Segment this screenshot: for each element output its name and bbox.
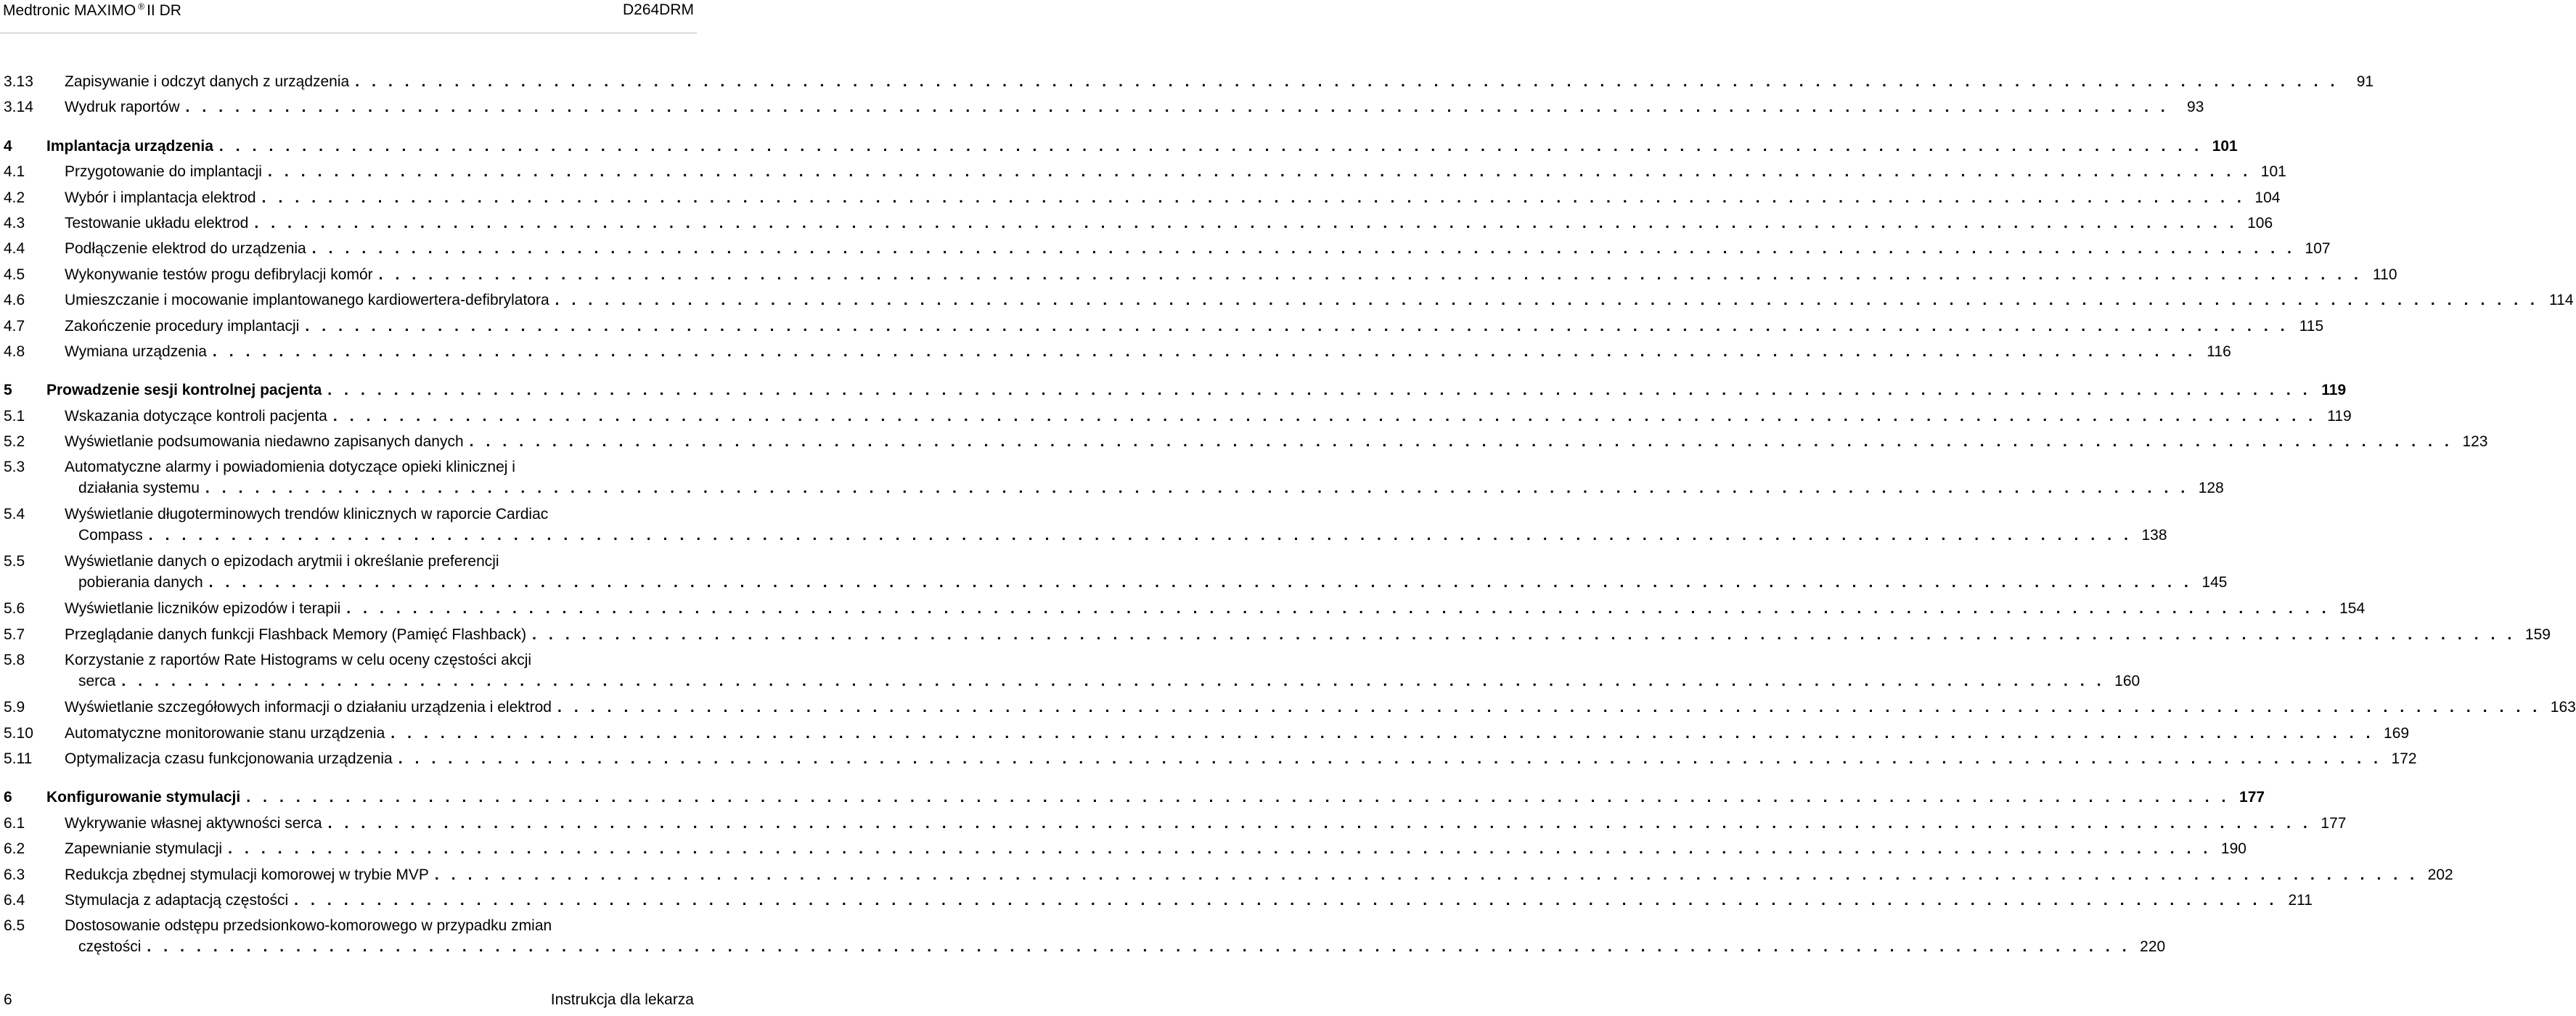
toc-chapter-entry[interactable] xyxy=(4,787,2265,812)
toc-entry-title: Optymalizacja czasu funkcjonowania urządzenia xyxy=(65,750,393,768)
toc-entry-number: 4.3 xyxy=(4,214,25,232)
toc-entry-title: Wykrywanie własnej aktywności serca xyxy=(65,814,322,832)
toc-entry[interactable] xyxy=(4,187,2281,213)
dot-leader: . . . . . . . . . . . . . . . . . . . . . . . . . . . . . . . . . . . . . . . . . . . . . . . . . . . . . . . . . . . . . . . . . . . . . . . . . . . . . . . . . . . . . . . . . . . . . . . . . . . . . . . . . . . . . . . . . . . . . . . . xyxy=(555,292,2539,309)
toc-entry-page: 177 xyxy=(2321,814,2347,832)
dot-leader: . . . . . . . . . . . . . . . . . . . . . . . . . . . . . . . . . . . . . . . . . . . . . . . . . . . . . . . . . . . . . . . . . . . . . . . . . . . . . . . . . . . . . . . . . . . . . . . . . . . . . . . . . . . . . . . . . . . . . . . . xyxy=(469,433,2453,451)
table-of-contents xyxy=(4,71,2576,962)
toc-entry-title: Przygotowanie do implantacji xyxy=(65,163,262,181)
header-document-code: D264DRM xyxy=(622,1,694,18)
dot-leader: . . . . . . . . . . . . . . . . . . . . . . . . . . . . . . . . . . . . . . . . . . . . . . . . . . . . . . . . . . . . . . . . . . . . . . . . . . . . . . . . . . . . . . . . . . . . . . . . . . . . . . . . . . . . . . . . . . . . . . . . xyxy=(254,214,2238,232)
toc-entry-title: Wydruk raportów xyxy=(65,99,180,116)
toc-entry-number: 6.5 xyxy=(4,917,25,935)
toc-entry-number: 6.3 xyxy=(4,866,25,883)
toc-entry-title: Wskazania dotyczące kontroli pacjenta xyxy=(65,407,327,425)
toc-entry-page: 154 xyxy=(2339,600,2366,618)
toc-entry-title: Automatyczne monitorowanie stanu urządzenia xyxy=(65,724,385,742)
toc-entry-number: 4.4 xyxy=(4,240,25,258)
toc-entry-number: 4 xyxy=(4,137,12,155)
toc-entry-page: 115 xyxy=(2299,317,2324,335)
toc-entry-number: 5.2 xyxy=(4,433,25,451)
dot-leader: . . . . . . . . . . . . . . . . . . . . . . . . . . . . . . . . . . . . . . . . . . . . . . . . . . . . . . . . . . . . . . . . . . . . . . . . . . . . . . . . . . . . . . . . . . . . . . . . . . . . . . . . . . . . . . . . . . . . . . . . xyxy=(311,240,2296,258)
toc-entry-title: Zakończenie procedury implantacji xyxy=(65,317,300,335)
toc-entry[interactable] xyxy=(4,504,2167,551)
toc-entry[interactable] xyxy=(4,838,2246,864)
dot-leader: . . . . . . . . . . . . . . . . . . . . . . . . . . . . . . . . . . . . . . . . . . . . . . . . . . . . . . . . . . . . . . . . . . . . . . . . . . . . . . . . . . . . . . . . . . . . . . . . . . . . . . . . . . . . . . . . . . . . . . . . xyxy=(148,527,2133,544)
toc-entry-title: Implantacja urządzenia xyxy=(46,137,213,155)
toc-entry-page: 159 xyxy=(2524,626,2551,643)
toc-entry-title-continued: serca xyxy=(78,673,116,690)
dot-leader: . . . . . . . . . . . . . . . . . . . . . . . . . . . . . . . . . . . . . . . . . . . . . . . . . . . . . . . . . . . . . . . . . . . . . . . . . . . . . . . . . . . . . . . . . . . . . . . . . . . . . . . . . . . . . . . . . . . . . . . . xyxy=(378,266,2363,283)
toc-entry[interactable] xyxy=(4,551,2228,598)
toc-entry-number: 5.10 xyxy=(4,724,33,742)
toc-entry-page: 145 xyxy=(2201,574,2228,591)
toc-entry-page: 169 xyxy=(2384,724,2410,742)
toc-entry-number: 6.1 xyxy=(4,814,25,832)
toc-entry-title: Wymiana urządzenia xyxy=(65,343,207,360)
toc-entry-page: 106 xyxy=(2247,214,2273,232)
dot-leader: . . . . . . . . . . . . . . . . . . . . . . . . . . . . . . . . . . . . . . . . . . . . . . . . . . . . . . . . . . . . . . . . . . . . . . . . . . . . . . . . . . . . . . . . . . . . . . . . . . . . . . . . . . . . . . . . . . . . . . . . xyxy=(305,317,2289,335)
dot-leader: . . . . . . . . . . . . . . . . . . . . . . . . . . . . . . . . . . . . . . . . . . . . . . . . . . . . . . . . . . . . . . . . . . . . . . . . . . . . . . . . . . . . . . . . . . . . . . . . . . . . . . . . . . . . . . . . . . . . . . . . xyxy=(294,891,2278,909)
toc-entry-title-continued: pobierania danych xyxy=(78,574,203,591)
toc-entry-number: 5 xyxy=(4,382,12,399)
toc-entry-number: 5.9 xyxy=(4,699,25,716)
toc-entry-page: 163 xyxy=(2550,699,2576,716)
toc-entry-title: Konfigurowanie stymulacji xyxy=(46,789,241,806)
toc-entry-number: 5.7 xyxy=(4,626,25,643)
toc-entry[interactable] xyxy=(4,161,2286,187)
dot-leader: . . . . . . . . . . . . . . . . . . . . . . . . . . . . . . . . . . . . . . . . . . . . . . . . . . . . . . . . . . . . . . . . . . . . . . . . . . . . . . . . . . . . . . . . . . . . . . . . . . . . . . . . . . . . . . . . . . . . . . . . xyxy=(391,724,2375,742)
toc-entry[interactable] xyxy=(4,748,2417,774)
toc-entry-page: 177 xyxy=(2239,789,2265,806)
toc-entry-title-continued: Compass xyxy=(78,527,143,544)
toc-entry-page: 114 xyxy=(2549,292,2574,309)
toc-entry[interactable] xyxy=(4,456,2224,504)
toc-entry-title: Wykonywanie testów progu defibrylacji komór xyxy=(65,266,373,283)
toc-entry-title: Korzystanie z raportów Rate Histograms w celu oceny częstości akcji xyxy=(65,652,532,669)
toc-entry-page: 220 xyxy=(2140,938,2166,956)
toc-entry-title: Wyświetlanie szczegółowych informacji o działaniu urządzenia i elektrod xyxy=(65,699,552,716)
toc-entry-page: 172 xyxy=(2391,750,2417,768)
toc-entry-number: 5.4 xyxy=(4,506,25,523)
toc-entry-title: Umieszczanie i mocowanie implantowanego kardiowertera-defibrylatora xyxy=(65,292,549,309)
toc-entry[interactable] xyxy=(4,864,2453,890)
toc-entry-number: 5.3 xyxy=(4,459,25,476)
toc-entry-title: Prowadzenie sesji kontrolnej pacjenta xyxy=(46,382,322,399)
toc-entry[interactable] xyxy=(4,406,2352,431)
toc-entry[interactable] xyxy=(4,341,2231,366)
toc-entry-title: Podłączenie elektrod do urządzenia xyxy=(65,240,306,258)
toc-entry[interactable] xyxy=(4,290,2574,315)
dot-leader: . . . . . . . . . . . . . . . . . . . . . . . . . . . . . . . . . . . . . . . . . . . . . . . . . . . . . . . . . . . . . . . . . . . . . . . . . . . . . . . . . . . . . . . . . . . . . . . . . . . . . . . . . . . . . . . . . . . . . . . . xyxy=(267,163,2252,181)
toc-chapter-entry[interactable] xyxy=(4,136,2238,161)
toc-entry[interactable] xyxy=(4,624,2551,650)
toc-entry-number: 3.13 xyxy=(4,73,33,90)
dot-leader: . . . . . . . . . . . . . . . . . . . . . . . . . . . . . . . . . . . . . . . . . . . . . . . . . . . . . . . . . . . . . . . . . . . . . . . . . . . . . . . . . . . . . . . . . . . . . . . . . . . . . . . . . . . . . . . . . . . . . . . . xyxy=(228,840,2212,858)
dot-leader: . . . . . . . . . . . . . . . . . . . . . . . . . . . . . . . . . . . . . . . . . . . . . . . . . . . . . . . . . . . . . . . . . . . . . . . . . . . . . . . . . . . . . . . . . . . . . . . . . . . . . . . . . . . . . . . . . . . . . . . . xyxy=(346,600,2331,618)
dot-leader: . . . . . . . . . . . . . . . . . . . . . . . . . . . . . . . . . . . . . . . . . . . . . . . . . . . . . . . . . . . . . . . . . . . . . . . . . . . . . . . . . . . . . . . . . . . . . . . . . . . . . . . . . . . . . . . . . . . . . . . . xyxy=(327,814,2312,832)
toc-entry-title-continued: częstości xyxy=(78,938,142,956)
toc-entry-number: 5.6 xyxy=(4,600,25,618)
toc-entry-page: 128 xyxy=(2198,480,2224,497)
toc-chapter-entry[interactable] xyxy=(4,380,2347,405)
toc-entry-title: Wyświetlanie liczników epizodów i terapii xyxy=(65,600,341,618)
toc-entry-page: 138 xyxy=(2141,527,2167,544)
toc-entry-title: Zapewnianie stymulacji xyxy=(65,840,223,858)
dot-leader: . . . . . . . . . . . . . . . . . . . . . . . . . . . . . . . . . . . . . . . . . . . . . . . . . . . . . . . . . . . . . . . . . . . . . . . . . . . . . . . . . . . . . . . . . . . . . . . . . . . . . . . . . . . . . . . . . . . . . . . . xyxy=(208,574,2193,591)
dot-leader: . . . . . . . . . . . . . . . . . . . . . . . . . . . . . . . . . . . . . . . . . . . . . . . . . . . . . . . . . . . . . . . . . . . . . . . . . . . . . . . . . . . . . . . . . . . . . . . . . . . . . . . . . . . . . . . . . . . . . . . . xyxy=(218,137,2203,155)
dot-leader: . . . . . . . . . . . . . . . . . . . . . . . . . . . . . . . . . . . . . . . . . . . . . . . . . . . . . . . . . . . . . . . . . . . . . . . . . . . . . . . . . . . . . . . . . . . . . . . . . . . . . . . . . . . . . . . . . . . . . . . . xyxy=(434,866,2418,883)
toc-entry-number: 3.14 xyxy=(4,99,33,116)
toc-entry-title: Przeglądanie danych funkcji Flashback Memory (Pamięć Flashback) xyxy=(65,626,527,643)
toc-entry-page: 202 xyxy=(2427,866,2453,883)
toc-entry-number: 6.4 xyxy=(4,891,25,909)
dot-leader: . . . . . . . . . . . . . . . . . . . . . . . . . . . . . . . . . . . . . . . . . . . . . . . . . . . . . . . . . . . . . . . . . . . . . . . . . . . . . . . . . . . . . . . . . . . . . . . . . . . . . . . . . . . . . . . . . . . . . . . . xyxy=(212,343,2196,360)
toc-entry[interactable] xyxy=(4,431,2488,456)
toc-entry-number: 4.2 xyxy=(4,189,25,206)
dot-leader: . . . . . . . . . . . . . . . . . . . . . . . . . . . . . . . . . . . . . . . . . . . . . . . . . . . . . . . . . . . . . . . . . . . . . . . . . . . . . . . . . . . . . . . . . . . . . . . . . . . . . . . . . . . . . . . . . . . . . . . . xyxy=(205,480,2189,497)
toc-entry[interactable] xyxy=(4,71,2374,97)
footer-document-title: Instrukcja dla lekarza xyxy=(550,991,694,1008)
toc-entry-page: 101 xyxy=(2212,137,2238,155)
toc-entry-page: 123 xyxy=(2462,433,2488,451)
toc-entry-page: 93 xyxy=(2187,99,2204,116)
toc-entry[interactable] xyxy=(4,598,2366,623)
toc-entry-page: 101 xyxy=(2260,163,2286,181)
toc-entry-page: 107 xyxy=(2305,240,2331,258)
header-product-name: Medtronic MAXIMO ® II DR xyxy=(3,1,181,19)
toc-entry-number: 5.11 xyxy=(4,750,33,768)
toc-entry-page: 116 xyxy=(2207,343,2231,360)
footer-page-number: 6 xyxy=(4,991,12,1008)
toc-entry-title: Zapisywanie i odczyt danych z urządzenia xyxy=(65,73,350,90)
toc-entry-title: Dostosowanie odstępu przedsionkowo-komorowego w przypadku zmian xyxy=(65,917,552,935)
toc-entry-number: 5.5 xyxy=(4,553,25,570)
toc-entry-number: 4.1 xyxy=(4,163,25,181)
toc-entry-page: 211 xyxy=(2288,891,2313,909)
toc-entry-number: 6.2 xyxy=(4,840,25,858)
dot-leader: . . . . . . . . . . . . . . . . . . . . . . . . . . . . . . . . . . . . . . . . . . . . . . . . . . . . . . . . . . . . . . . . . . . . . . . . . . . . . . . . . . . . . . . . . . . . . . . . . . . . . . . . . . . . . . . . . . . . . . . . xyxy=(185,99,2170,116)
toc-entry[interactable] xyxy=(4,238,2331,263)
toc-entry[interactable] xyxy=(4,213,2273,238)
toc-entry-number: 4.6 xyxy=(4,292,25,309)
toc-entry[interactable] xyxy=(4,650,2140,697)
toc-entry-title: Testowanie układu elektrod xyxy=(65,214,249,232)
toc-entry-page: 119 xyxy=(2327,407,2352,425)
toc-entry[interactable] xyxy=(4,723,2410,748)
toc-entry[interactable] xyxy=(4,316,2324,341)
toc-entry-number: 4.8 xyxy=(4,343,25,360)
dot-leader: . . . . . . . . . . . . . . . . . . . . . . . . . . . . . . . . . . . . . . . . . . . . . . . . . . . . . . . . . . . . . . . . . . . . . . . . . . . . . . . . . . . . . . . . . . . . . . . . . . . . . . . . . . . . . . . . . . . . . . . . xyxy=(332,407,2317,425)
toc-entry-page: 190 xyxy=(2220,840,2246,858)
toc-entry-page: 104 xyxy=(2254,189,2281,206)
toc-entry[interactable] xyxy=(4,890,2313,915)
toc-entry-number: 5.1 xyxy=(4,407,25,425)
dot-leader: . . . . . . . . . . . . . . . . . . . . . . . . . . . . . . . . . . . . . . . . . . . . . . . . . . . . . . . . . . . . . . . . . . . . . . . . . . . . . . . . . . . . . . . . . . . . . . . . . . . . . . . . . . . . . . . . . . . . . . . . xyxy=(557,699,2541,716)
dot-leader: . . . . . . . . . . . . . . . . . . . . . . . . . . . . . . . . . . . . . . . . . . . . . . . . . . . . . . . . . . . . . . . . . . . . . . . . . . . . . . . . . . . . . . . . . . . . . . . . . . . . . . . . . . . . . . . . . . . . . . . . xyxy=(355,73,2339,90)
toc-entry[interactable] xyxy=(4,264,2397,290)
toc-entry-page: 110 xyxy=(2373,266,2397,283)
toc-entry-title-continued: działania systemu xyxy=(78,480,200,497)
dot-leader: . . . . . . . . . . . . . . . . . . . . . . . . . . . . . . . . . . . . . . . . . . . . . . . . . . . . . . . . . . . . . . . . . . . . . . . . . . . . . . . . . . . . . . . . . . . . . . . . . . . . . . . . . . . . . . . . . . . . . . . . xyxy=(398,750,2382,768)
dot-leader: . . . . . . . . . . . . . . . . . . . . . . . . . . . . . . . . . . . . . . . . . . . . . . . . . . . . . . . . . . . . . . . . . . . . . . . . . . . . . . . . . . . . . . . . . . . . . . . . . . . . . . . . . . . . . . . . . . . . . . . . xyxy=(532,626,2516,643)
toc-entry[interactable] xyxy=(4,813,2347,838)
dot-leader: . . . . . . . . . . . . . . . . . . . . . . . . . . . . . . . . . . . . . . . . . . . . . . . . . . . . . . . . . . . . . . . . . . . . . . . . . . . . . . . . . . . . . . . . . . . . . . . . . . . . . . . . . . . . . . . . . . . . . . . . xyxy=(327,382,2312,399)
toc-entry[interactable] xyxy=(4,697,2576,722)
toc-entry[interactable] xyxy=(4,97,2204,122)
toc-entry-title: Wyświetlanie długoterminowych trendów klinicznych w raporcie Cardiac xyxy=(65,506,549,523)
toc-entry-number: 4.7 xyxy=(4,317,25,335)
toc-entry-number: 6 xyxy=(4,789,12,806)
toc-entry-page: 91 xyxy=(2356,73,2374,90)
dot-leader: . . . . . . . . . . . . . . . . . . . . . . . . . . . . . . . . . . . . . . . . . . . . . . . . . . . . . . . . . . . . . . . . . . . . . . . . . . . . . . . . . . . . . . . . . . . . . . . . . . . . . . . . . . . . . . . . . . . . . . . . xyxy=(121,673,2106,690)
toc-entry-title: Wyświetlanie danych o epizodach arytmii i określanie preferencji xyxy=(65,553,499,570)
toc-entry-title: Wybór i implantacja elektrod xyxy=(65,189,256,206)
dot-leader: . . . . . . . . . . . . . . . . . . . . . . . . . . . . . . . . . . . . . . . . . . . . . . . . . . . . . . . . . . . . . . . . . . . . . . . . . . . . . . . . . . . . . . . . . . . . . . . . . . . . . . . . . . . . . . . . . . . . . . . . xyxy=(246,789,2231,806)
toc-entry-title: Stymulacja z adaptacją częstości xyxy=(65,891,289,909)
dot-leader: . . . . . . . . . . . . . . . . . . . . . . . . . . . . . . . . . . . . . . . . . . . . . . . . . . . . . . . . . . . . . . . . . . . . . . . . . . . . . . . . . . . . . . . . . . . . . . . . . . . . . . . . . . . . . . . . . . . . . . . . xyxy=(147,938,2131,956)
toc-entry-number: 5.8 xyxy=(4,652,25,669)
page-header xyxy=(3,1,694,23)
toc-entry-number: 4.5 xyxy=(4,266,25,283)
toc-entry-page: 160 xyxy=(2114,673,2140,690)
dot-leader: . . . . . . . . . . . . . . . . . . . . . . . . . . . . . . . . . . . . . . . . . . . . . . . . . . . . . . . . . . . . . . . . . . . . . . . . . . . . . . . . . . . . . . . . . . . . . . . . . . . . . . . . . . . . . . . . . . . . . . . . xyxy=(261,189,2246,206)
toc-entry-title: Wyświetlanie podsumowania niedawno zapisanych danych xyxy=(65,433,464,451)
toc-entry-page: 119 xyxy=(2321,382,2347,399)
toc-entry-title: Automatyczne alarmy i powiadomienia dotyczące opieki klinicznej i xyxy=(65,459,515,476)
toc-entry-title: Redukcja zbędnej stymulacji komorowej w trybie MVP xyxy=(65,866,429,883)
toc-entry[interactable] xyxy=(4,915,2166,962)
